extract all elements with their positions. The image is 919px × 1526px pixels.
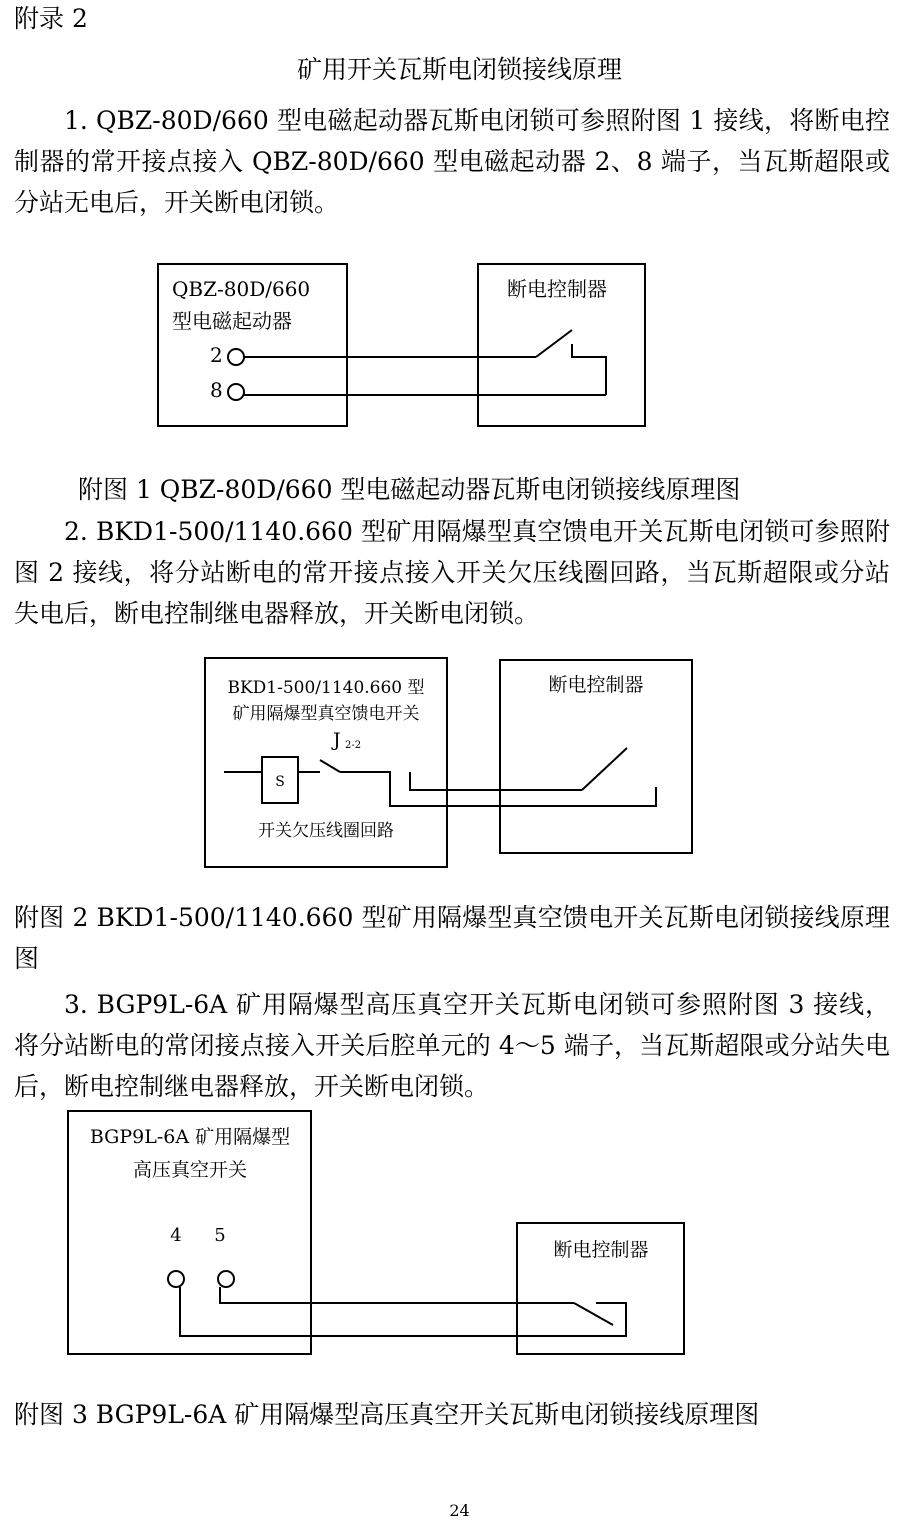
- switch-label-3-line2: 高压真空开关: [132, 1159, 248, 1181]
- relay-label: J: [333, 729, 341, 751]
- starter-label-line2: 型电磁起动器: [172, 309, 292, 333]
- figure-2-caption: 附图 2 BKD1-500/1140.660 型矿用隔爆型真空馈电开关瓦斯电闭锁接线原理图: [14, 903, 890, 973]
- controller-label-2: 断电控制器: [548, 674, 644, 696]
- section-2-paragraph: 2. BKD1-500/1140.660 型矿用隔爆型真空馈电开关瓦斯电闭锁可参照附图 2 接线，将分站断电的常开接点接入开关欠压线圈回路，当瓦斯超限或分站失电后，断电控制继电器释放，开关断电闭锁。: [14, 517, 890, 628]
- terminal-2-circle: [228, 349, 244, 365]
- terminal-8-label: 8: [210, 378, 223, 402]
- controller-wire-2: [410, 772, 582, 790]
- nc-contact-blade-3: [574, 1303, 613, 1325]
- terminal-8-circle: [228, 384, 244, 400]
- controller-label-3: 断电控制器: [553, 1239, 649, 1261]
- relay-subscript: 2-2: [345, 740, 362, 751]
- loop-label: 开关欠压线圈回路: [258, 821, 394, 841]
- section-3-paragraph: 3. BGP9L-6A 矿用隔爆型高压真空开关瓦斯电闭锁可参照附图 3 接线，将分站断电的常闭接点接入开关后腔单元的 4～5 端子，当瓦斯超限或分站失电后，断电控制继电器释放，开关断电闭锁。: [14, 990, 890, 1101]
- coil-s-label: S: [275, 774, 285, 790]
- controller-label-1: 断电控制器: [507, 277, 607, 301]
- terminal-5-label: 5: [214, 1225, 226, 1246]
- page-title: 矿用开关瓦斯电闭锁接线原理: [296, 55, 622, 84]
- nc-contact-blade-1: [536, 330, 572, 357]
- section-1-paragraph: 1. QBZ-80D/660 型电磁起动器瓦斯电闭锁可参照附图 1 接线，将断电控制器的常开接点接入 QBZ-80D/660 型电磁起动器 2、8 端子，当瓦斯超限或分站无电后，开关断电闭锁。: [14, 106, 890, 217]
- wire-4: [180, 1287, 626, 1336]
- relay-contact-blade: [320, 760, 340, 772]
- figure-3-caption: 附图 3 BGP9L-6A 矿用隔爆型高压真空开关瓦斯电闭锁接线原理图: [14, 1400, 760, 1429]
- terminal-2-label: 2: [210, 343, 223, 367]
- switch-label-3-line1: BGP9L-6A 矿用隔爆型: [89, 1126, 291, 1148]
- figure-1-caption: 附图 1 QBZ-80D/660 型电磁起动器瓦斯电闭锁接线原理图: [78, 475, 741, 504]
- terminal-4-label: 4: [170, 1225, 182, 1246]
- wire-5: [220, 1287, 574, 1303]
- no-contact-blade-2: [582, 748, 627, 790]
- switch-label-2-line2: 矿用隔爆型真空馈电开关: [232, 704, 420, 724]
- switch-label-2-line1: BKD1-500/1140.660 型: [227, 678, 425, 698]
- terminal-5-circle: [218, 1271, 234, 1287]
- appendix-label: 附录 2: [14, 4, 88, 33]
- terminal-4-circle: [168, 1271, 184, 1287]
- starter-label-line1: QBZ-80D/660: [172, 277, 311, 301]
- page-number: 24: [449, 1501, 470, 1520]
- contact-return-1: [572, 344, 606, 395]
